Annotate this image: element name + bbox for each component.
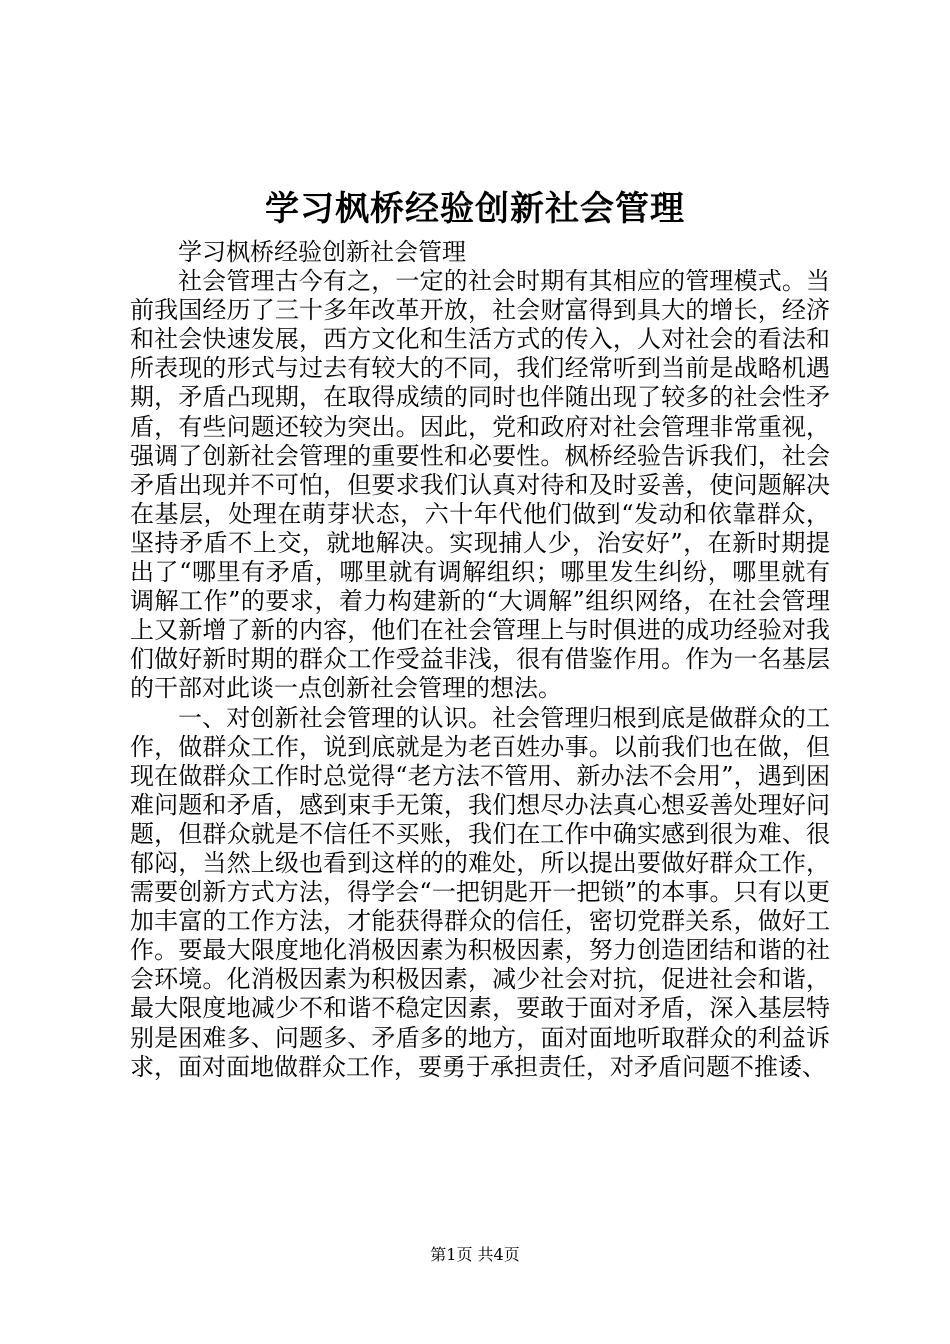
subtitle-paragraph: 学习枫桥经验创新社会管理 bbox=[178, 238, 466, 266]
body-paragraph: 一、对创新社会管理的认识。社会管理归根到底是做群众的工作，做群众工作，说到底就是为老百姓办事。以前我们也在做，但现在做群众工作时总觉得“老方法不管用、新办法不会用”，遇到困难问题和矛盾，感到束手无策，我们想尽办法真心想妥善处理好问题，但群众就是不信任不买账，我们在工作中确实感到很为难、很郁闷，当然上级也看到这样的的难处，所以提出要做好群众工作，需要创新方式方法，得学会“一把钥匙开一把锁”的本事。只有以更加丰富的工作方法，才能获得群众的信任，密切党群关系，做好工作。要最大限度地化消极因素为积极因素，努力创造团结和谐的社会环境。化消极因素为积极因素，减少社会对抗，促进社会和谐，最大限度地减少不和谐不稳定因素，要敢于面对矛盾，深入基层特别是困难多、问题多、矛盾多的地方，面对面地听取群众的利益诉求，面对面地做群众工作，要勇于承担责任，对矛盾问题不推诿、 bbox=[130, 703, 830, 1081]
document-title: 学习枫桥经验创新社会管理 bbox=[265, 189, 685, 229]
page-number-footer: 第1页 共4页 bbox=[430, 1245, 520, 1264]
body-paragraph: 社会管理古今有之，一定的社会时期有其相应的管理模式。当前我国经历了三十多年改革开放，社会财富得到具大的增长，经济和社会快速发展，西方文化和生活方式的传入，人对社会的看法和所表现的形式与过去有较大的不同，我们经常听到当前是战略机遇期，矛盾凸现期，在取得成绩的同时也伴随出现了较多的社会性矛盾，有些问题还较为突出。因此，党和政府对社会管理非常重视，强调了创新社会管理的重要性和必要性。枫桥经验告诉我们，社会矛盾出现并不可怕，但要求我们认真对待和及时妥善，使问题解决在基层，处理在萌芽状态，六十年代他们做到“发动和依靠群众，坚持矛盾不上交，就地解决。实现捕人少，治安好”，在新时期提出了“哪里有矛盾，哪里就有调解组织；哪里发生纠纷，哪里就有调解工作”的要求，着力构建新的“大调解”组织网络，在社会管理上又新增了新的内容，他们在社会管理上与时俱进的成功经验对我们做好新时期的群众工作受益非浅，很有借鉴作用。作为一名基层的干部对此谈一点创新社会管理的想法。 bbox=[130, 267, 830, 703]
document-body bbox=[130, 238, 830, 1082]
